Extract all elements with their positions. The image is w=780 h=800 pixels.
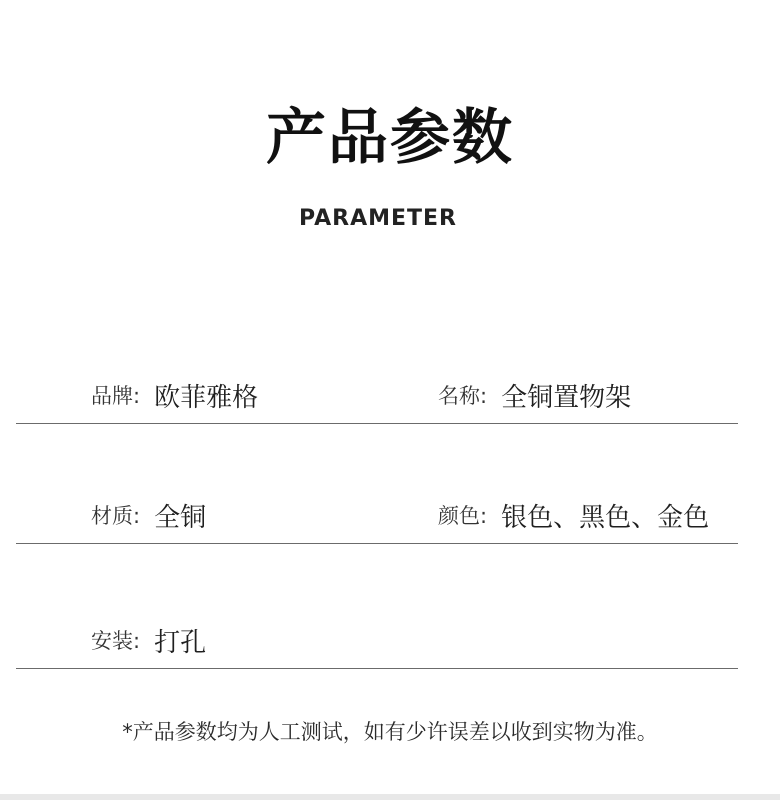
page-title: 产品参数 [266, 103, 514, 173]
bottom-divider [0, 794, 780, 800]
param-row [16, 375, 738, 424]
param-installation [91, 620, 206, 660]
param-label: 安装: [91, 629, 141, 653]
param-name [438, 375, 631, 415]
param-value: 全铜 [154, 502, 207, 533]
param-label: 品牌: [91, 384, 141, 408]
param-label: 材质: [91, 504, 141, 528]
param-row [16, 620, 738, 669]
param-value: 全铜置物架 [501, 382, 632, 413]
param-brand [91, 375, 258, 415]
param-value: 银色、黑色、金色 [501, 502, 710, 533]
page-subtitle: PARAMETER [299, 206, 457, 231]
param-row [16, 495, 738, 544]
disclaimer-note: *产品参数均为人工测试，如有少许误差以收到实物为准。 [122, 720, 658, 744]
param-material [91, 495, 206, 535]
param-label: 颜色: [438, 504, 488, 528]
param-value: 欧菲雅格 [154, 382, 259, 413]
param-value: 打孔 [154, 627, 207, 658]
param-color [438, 495, 709, 535]
param-label: 名称: [438, 384, 488, 408]
